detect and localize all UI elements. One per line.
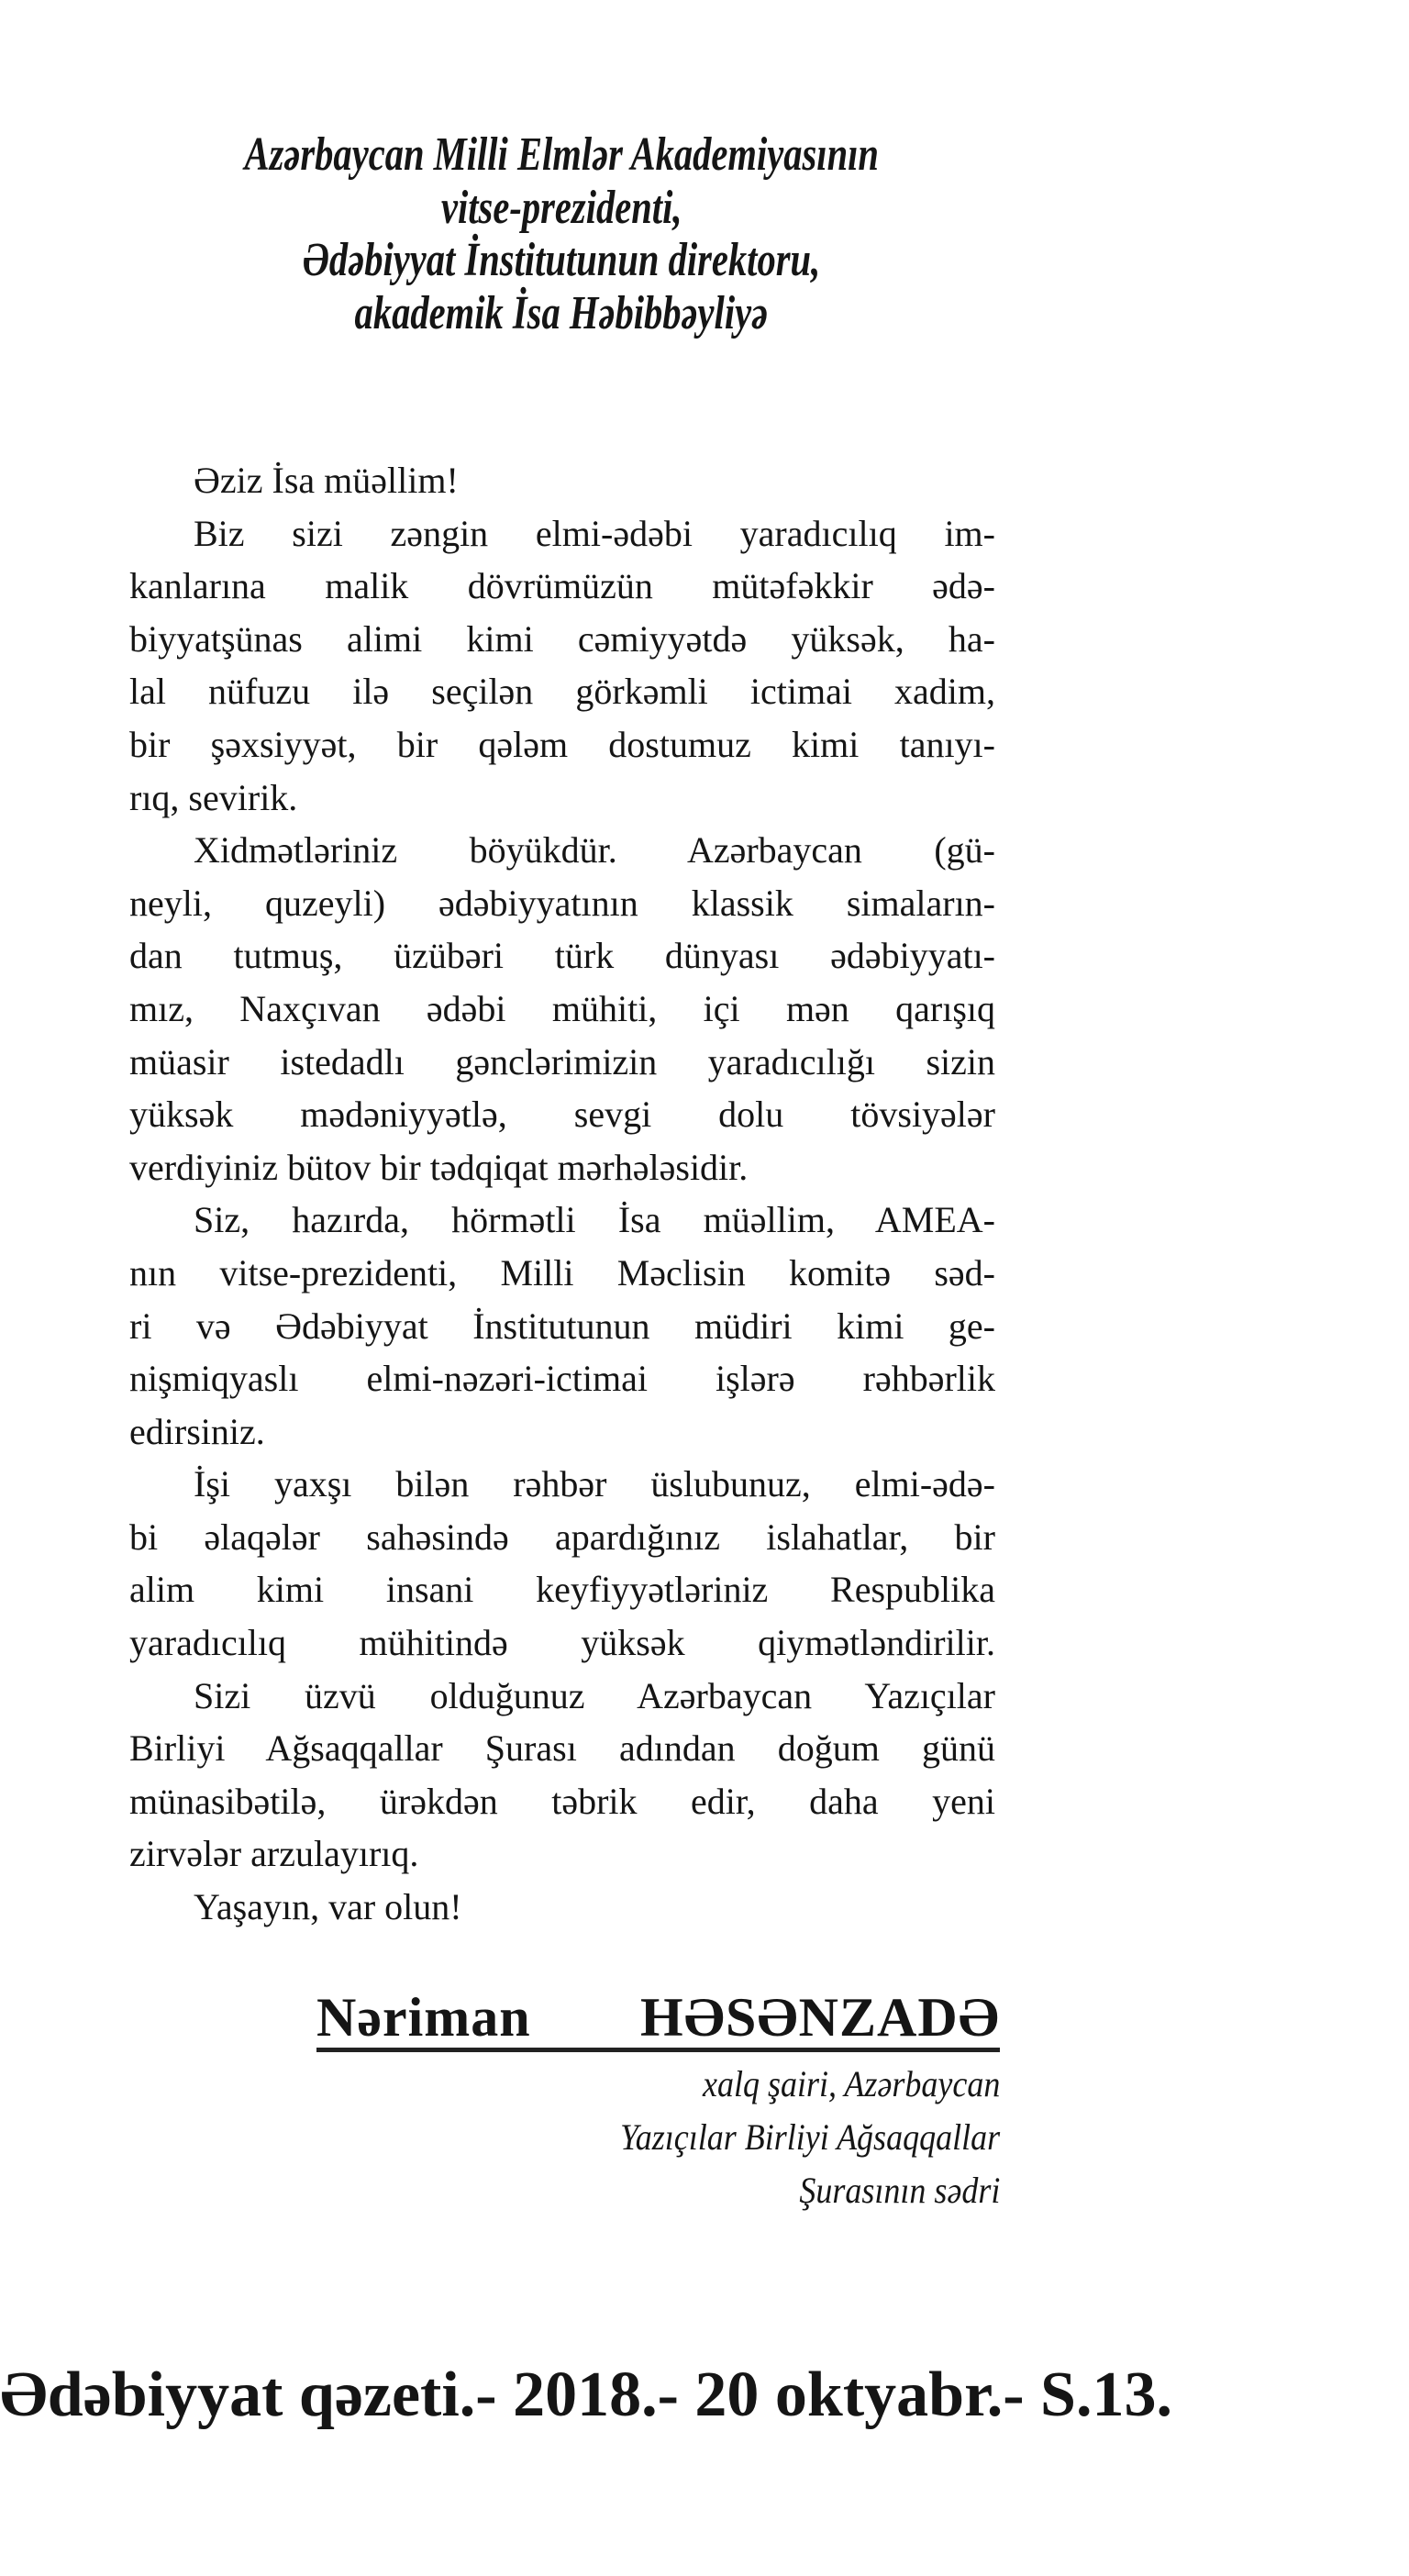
letter-line: neyli, quzeyli) ədəbiyyatının klassik simaların- [129, 882, 995, 924]
role-line: xalq şairi, Azərbaycan [702, 2063, 1000, 2104]
letter-line: yüksək mədəniyyətlə, sevgi dolu tövsiyələr [129, 1094, 995, 1136]
role-line: Şurasının sədri [798, 2170, 1000, 2211]
letter-line: İşi yaxşı bilən rəhbər üslubunuz, elmi-ədə- [194, 1463, 995, 1505]
letter-line: Siz, hazırda, hörmətli İsa müəllim, AMEA- [194, 1199, 995, 1241]
letter-line: Yaşayın, var olun! [194, 1886, 462, 1928]
letter-line: müasir istedadlı gənclərimizin yaradıcılığı sizin [129, 1040, 995, 1083]
letter-line: rıq, sevirik. [129, 776, 298, 818]
letter-line: Sizi üzvü olduğunuz Azərbaycan Yazıçılar [194, 1674, 995, 1716]
source-citation: Ədəbiyyat qəzeti.- 2018.- 20 oktyabr.- S.13. [0, 2359, 1172, 2430]
letter-line: münasibətilə, ürəkdən təbrik edir, daha yeni [129, 1780, 995, 1822]
addressee-block [0, 128, 1123, 339]
signature-block [316, 1989, 1000, 2217]
letter-line: Əziz İsa müəllim! [194, 460, 459, 501]
letter-line: edirsiniz. [129, 1410, 265, 1452]
letter-line: zirvələr arzulayırıq. [129, 1833, 419, 1875]
addressee-line: Ədəbiyyat İnstitutunun direktoru, [302, 234, 821, 286]
letter-line: verdiyiniz bütov bir tədqiqat mərhələsidir. [129, 1146, 749, 1188]
letter-line: nın vitse-prezidenti, Milli Məclisin komitə səd- [129, 1251, 995, 1294]
signature-role [316, 2058, 1000, 2217]
letter-line: mız, Naxçıvan ədəbi mühiti, içi mən qarışıq [129, 987, 995, 1029]
addressee-line: vitse-prezidenti, [440, 181, 682, 234]
letter-line: bi əlaqələr sahəsində apardığınız islahatlar, bir [129, 1516, 995, 1558]
addressee-line: akademik İsa Həbibbəyliyə [354, 286, 769, 339]
letter-line: alim kimi insani keyfiyyətləriniz Respublika [129, 1569, 995, 1611]
letter-line: Biz sizi zəngin elmi-ədəbi yaradıcılıq im- [194, 512, 995, 554]
letter-line: bir şəxsiyyət, bir qələm dostumuz kimi tanıyı- [129, 723, 995, 765]
letter-line: Birliyi Ağsaqqallar Şurası adından doğum günü [129, 1727, 995, 1770]
letter-line: yaradıcılıq mühitində yüksək qiymətləndirilir. [129, 1622, 995, 1664]
letter-line: nişmiqyaslı elmi-nəzəri-ictimai işlərə rəhbərlik [129, 1358, 995, 1400]
role-line: Yazıçılar Birliyi Ağsaqqallar [619, 2116, 1000, 2158]
letter-line: Xidmətləriniz böyükdür. Azərbaycan (gü- [194, 829, 995, 872]
letter-line: kanlarına malik dövrümüzün mütəfəkkir ədə- [129, 565, 995, 607]
letter-line: dan tutmuş, üzübəri türk dünyası ədəbiyyatı- [129, 935, 995, 977]
letter-line: ri və Ədəbiyyat İnstitutunun müdiri kimi ge- [129, 1305, 995, 1347]
addressee-line: Azərbaycan Milli Elmlər Akademiyasının [244, 128, 879, 181]
letter-line: biyyatşünas alimi kimi cəmiyyətdə yüksək, ha- [129, 617, 995, 660]
letter-body [129, 454, 995, 1934]
letter-line: lal nüfuzu ilə seçilən görkəmli ictimai xadim, [129, 671, 995, 713]
signature-name: Nəriman HƏSƏNZADƏ [316, 1989, 1000, 2052]
